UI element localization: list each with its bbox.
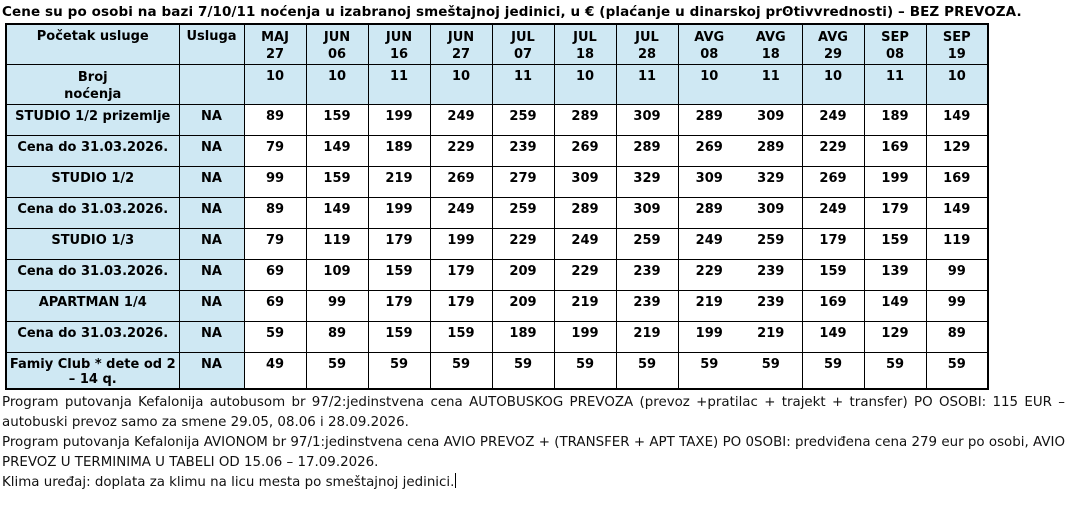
row-label-cell: STUDIO 1/2 prizemlje [6, 105, 179, 136]
month-header-cell [244, 24, 306, 65]
price-cell: 229 [678, 260, 740, 291]
table-row [6, 136, 988, 167]
usluga-cell: NA [179, 322, 244, 353]
month-name: AVG [755, 30, 786, 45]
price-cell: 159 [864, 229, 926, 260]
month-name: AVG [694, 30, 725, 45]
month-day: 27 [265, 47, 285, 62]
price-cell: 289 [678, 198, 740, 229]
nights-value-cell: 10 [244, 65, 306, 105]
row-label-cell: Cena do 31.03.2026. [6, 136, 179, 167]
price-cell: 309 [678, 167, 740, 198]
month-name: JUN [385, 30, 413, 45]
price-cell: 179 [802, 229, 864, 260]
price-cell: 239 [492, 136, 554, 167]
price-cell: 169 [864, 136, 926, 167]
month-day: 29 [823, 47, 843, 62]
table-row [6, 167, 988, 198]
month-header-cell [368, 24, 430, 65]
price-cell: 249 [554, 229, 616, 260]
price-cell: 309 [616, 198, 678, 229]
price-cell: 149 [306, 136, 368, 167]
usluga-cell: NA [179, 198, 244, 229]
nights-value-cell: 10 [802, 65, 864, 105]
price-cell: 229 [802, 136, 864, 167]
price-cell: 209 [492, 291, 554, 322]
price-cell: 199 [554, 322, 616, 353]
price-cell: 89 [306, 322, 368, 353]
price-cell: 179 [368, 229, 430, 260]
nights-value-cell: 11 [616, 65, 678, 105]
month-header-cell [616, 24, 678, 65]
price-cell: 59 [554, 353, 616, 390]
table-row [6, 353, 988, 390]
price-cell: 79 [244, 136, 306, 167]
price-cell: 219 [554, 291, 616, 322]
price-cell: 89 [244, 198, 306, 229]
page-title: Cene su po osobi na bazi 7/10/11 noćenja u izabranoj smeštajnoj jedinici, u € (plaćanje u dinarskoj prʘtivvrednosti) – BEZ PREVOZA. [2, 4, 1022, 20]
nights-label-cell [6, 65, 179, 105]
price-cell: 49 [244, 353, 306, 390]
price-cell: 69 [244, 260, 306, 291]
footer-note-klima-text: Klima uređaj: doplata za klimu na licu mesta po smeštajnoj jedinici. [2, 475, 455, 490]
price-cell: 269 [678, 136, 740, 167]
price-cell: 249 [678, 229, 740, 260]
price-cell: 239 [740, 291, 802, 322]
price-cell: 199 [368, 198, 430, 229]
price-cell: 249 [430, 105, 492, 136]
price-cell: 289 [554, 198, 616, 229]
table-row [6, 198, 988, 229]
price-cell: 149 [926, 198, 988, 229]
footer-note-klima [2, 473, 1065, 493]
price-cell: 249 [802, 198, 864, 229]
usluga-cell: NA [179, 136, 244, 167]
nights-label-line2: noćenja [64, 87, 122, 102]
price-cell: 239 [616, 291, 678, 322]
price-cell: 79 [244, 229, 306, 260]
price-cell: 159 [368, 260, 430, 291]
table-row [6, 291, 988, 322]
price-cell: 159 [802, 260, 864, 291]
price-cell: 129 [864, 322, 926, 353]
price-cell: 139 [864, 260, 926, 291]
price-cell: 189 [492, 322, 554, 353]
row-label-cell: STUDIO 1/3 [6, 229, 179, 260]
price-cell: 159 [368, 322, 430, 353]
usluga-cell: NA [179, 260, 244, 291]
table-row [6, 322, 988, 353]
row-label-cell: Cena do 31.03.2026. [6, 322, 179, 353]
price-cell: 59 [244, 322, 306, 353]
table-row [6, 260, 988, 291]
price-cell: 179 [864, 198, 926, 229]
price-cell: 89 [244, 105, 306, 136]
usluga-header-cell: Usluga [179, 24, 244, 65]
price-cell: 99 [926, 260, 988, 291]
usluga-cell: NA [179, 291, 244, 322]
footer-note-bus: Program putovanja Kefalonija autobusom br 97/2:jedinstvena cena AUTOBUSKOG PREVOZA (prevoz +pratilac + trajekt + transfer) PO OSOBI: 115 EUR – autobuski prevoz samo za smene 29.05, 08.06 i 28.09.2026. [2, 395, 1065, 430]
nights-value-cell: 10 [678, 65, 740, 105]
month-name: JUN [323, 30, 351, 45]
month-day: 18 [575, 47, 595, 62]
row-label-cell: Famiy Club * dete od 2 – 14 q. [6, 353, 179, 390]
usluga-cell: NA [179, 167, 244, 198]
price-cell: 149 [864, 291, 926, 322]
nights-usluga-cell [179, 65, 244, 105]
nights-value-cell: 10 [554, 65, 616, 105]
nights-value-cell: 10 [926, 65, 988, 105]
month-day: 06 [327, 47, 347, 62]
price-cell: 59 [864, 353, 926, 390]
price-cell: 99 [926, 291, 988, 322]
month-day: 08 [700, 47, 719, 62]
price-cell: 129 [926, 136, 988, 167]
nights-value-cell: 10 [430, 65, 492, 105]
month-day: 27 [451, 47, 471, 62]
text-cursor [455, 473, 456, 488]
price-cell: 59 [616, 353, 678, 390]
price-cell: 269 [430, 167, 492, 198]
price-cell: 179 [430, 291, 492, 322]
price-cell: 59 [678, 353, 740, 390]
row-label-cell: Cena do 31.03.2026. [6, 198, 179, 229]
month-header-cell [554, 24, 616, 65]
price-cell: 219 [368, 167, 430, 198]
nights-value-cell: 11 [864, 65, 926, 105]
price-cell: 309 [616, 105, 678, 136]
month-name: JUN [447, 30, 475, 45]
price-cell: 199 [368, 105, 430, 136]
price-cell: 219 [678, 291, 740, 322]
price-cell: 309 [740, 105, 802, 136]
price-cell: 229 [492, 229, 554, 260]
month-header-cell [864, 24, 926, 65]
price-cell: 59 [740, 353, 802, 390]
price-cell: 179 [368, 291, 430, 322]
price-cell: 249 [430, 198, 492, 229]
price-cell: 219 [740, 322, 802, 353]
month-day: 19 [947, 47, 966, 62]
month-header-cell [926, 24, 988, 65]
price-cell: 179 [430, 260, 492, 291]
price-cell: 59 [492, 353, 554, 390]
month-day: 18 [761, 47, 780, 62]
month-name: AVG [818, 30, 848, 45]
price-cell: 59 [926, 353, 988, 390]
month-day: 07 [513, 47, 533, 62]
price-cell: 189 [864, 105, 926, 136]
price-cell: 309 [554, 167, 616, 198]
price-cell: 99 [244, 167, 306, 198]
price-cell: 149 [926, 105, 988, 136]
price-cell: 159 [306, 167, 368, 198]
price-table [5, 23, 989, 390]
price-cell: 99 [306, 291, 368, 322]
table-row [6, 229, 988, 260]
price-cell: 109 [306, 260, 368, 291]
month-name: MAJ [261, 30, 289, 45]
price-cell: 329 [616, 167, 678, 198]
price-cell: 159 [306, 105, 368, 136]
footer-note-avio: Program putovanja Kefalonija AVIONOM br 97/1:jedinstvena cena AVIO PREVOZ + (TRANSFER + APT TAXE) PO 0SOBI: predviđena cena 279 eur po osobi, AVIO PREVOZ U TERMINIMA U TABELI OD 15.06 – 17.09.2026. [2, 435, 1065, 470]
month-header-cell [492, 24, 554, 65]
price-cell: 239 [616, 260, 678, 291]
price-cell: 119 [926, 229, 988, 260]
price-cell: 189 [368, 136, 430, 167]
row-label-cell: APARTMAN 1/4 [6, 291, 179, 322]
price-cell: 259 [740, 229, 802, 260]
month-header-cell [678, 24, 740, 65]
price-cell: 259 [616, 229, 678, 260]
month-name: SEP [881, 30, 909, 45]
month-name: JUL [573, 30, 597, 45]
price-cell: 289 [678, 105, 740, 136]
month-day: 28 [637, 47, 657, 62]
price-cell: 199 [864, 167, 926, 198]
month-header-cell [306, 24, 368, 65]
price-cell: 169 [926, 167, 988, 198]
price-cell: 239 [740, 260, 802, 291]
month-name: SEP [942, 30, 971, 45]
nights-value-cell: 11 [368, 65, 430, 105]
price-cell: 59 [430, 353, 492, 390]
price-cell: 59 [306, 353, 368, 390]
price-cell: 69 [244, 291, 306, 322]
price-cell: 229 [430, 136, 492, 167]
price-cell: 59 [368, 353, 430, 390]
price-cell: 119 [306, 229, 368, 260]
price-cell: 329 [740, 167, 802, 198]
usluga-cell: NA [179, 353, 244, 390]
row-label-cell: STUDIO 1/2 [6, 167, 179, 198]
price-cell: 259 [492, 198, 554, 229]
price-cell: 89 [926, 322, 988, 353]
price-cell: 269 [802, 167, 864, 198]
price-cell: 289 [740, 136, 802, 167]
price-cell: 289 [554, 105, 616, 136]
usluga-cell: NA [179, 229, 244, 260]
footer-notes [0, 393, 1067, 493]
row-label-cell: Cena do 31.03.2026. [6, 260, 179, 291]
nights-value-cell: 10 [306, 65, 368, 105]
month-header-cell [802, 24, 864, 65]
month-name: JUL [511, 30, 535, 45]
month-day: 16 [389, 47, 409, 62]
price-cell: 199 [430, 229, 492, 260]
price-cell: 289 [616, 136, 678, 167]
price-cell: 249 [802, 105, 864, 136]
price-cell: 259 [492, 105, 554, 136]
nights-value-cell: 11 [740, 65, 802, 105]
usluga-cell: NA [179, 105, 244, 136]
price-cell: 149 [306, 198, 368, 229]
price-cell: 159 [430, 322, 492, 353]
nights-value-cell: 11 [492, 65, 554, 105]
price-cell: 149 [802, 322, 864, 353]
table-row [6, 105, 988, 136]
price-cell: 279 [492, 167, 554, 198]
price-cell: 269 [554, 136, 616, 167]
price-cell: 219 [616, 322, 678, 353]
month-day: 08 [885, 47, 905, 62]
month-header-cell [740, 24, 802, 65]
price-cell: 209 [492, 260, 554, 291]
price-cell: 229 [554, 260, 616, 291]
price-cell: 169 [802, 291, 864, 322]
nights-label-line1: Broj [77, 70, 108, 85]
price-cell: 59 [802, 353, 864, 390]
month-name: JUL [635, 30, 659, 45]
corner-header-cell: Početak usluge [6, 24, 179, 65]
price-cell: 309 [740, 198, 802, 229]
price-cell: 199 [678, 322, 740, 353]
month-header-cell [430, 24, 492, 65]
